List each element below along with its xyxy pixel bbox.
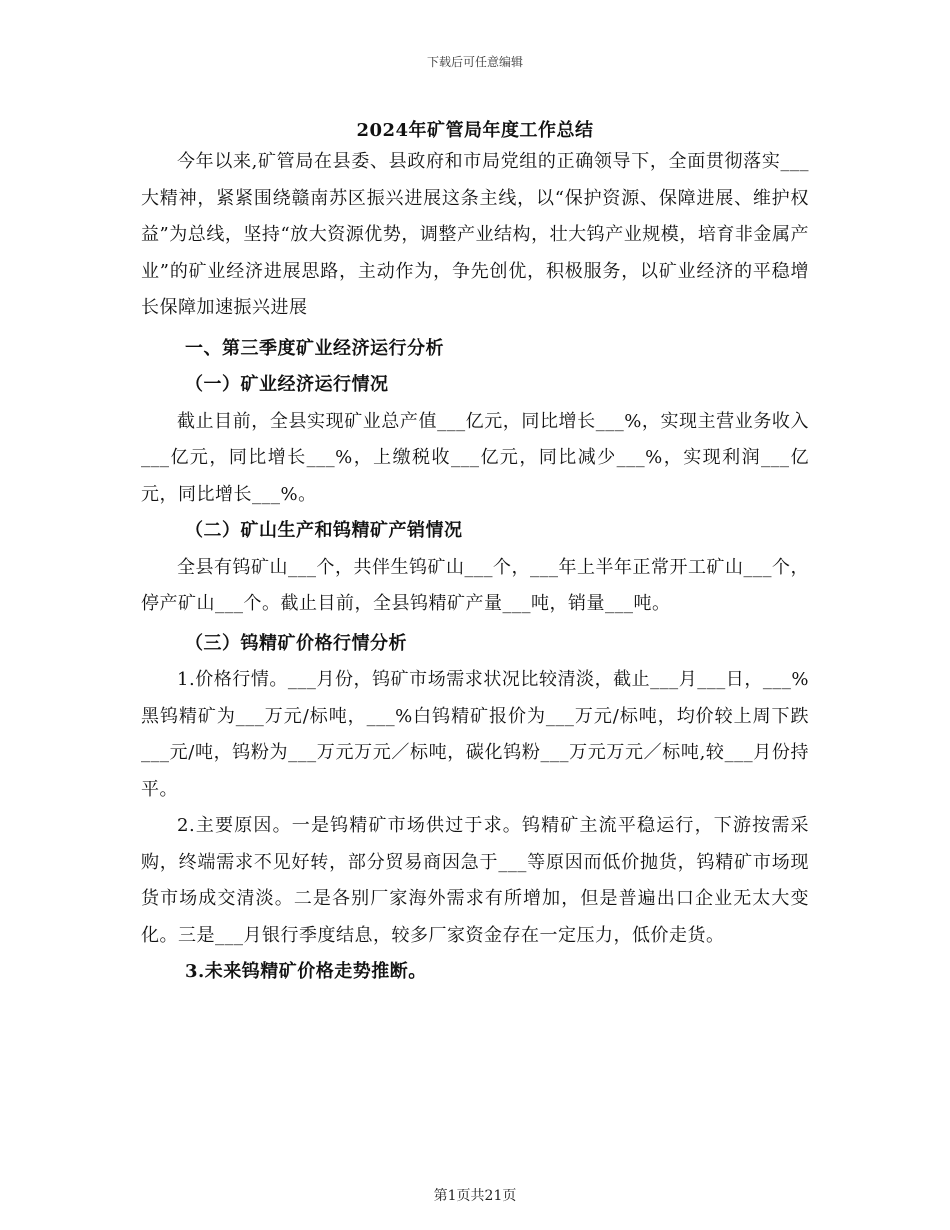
document-title: 2024年矿管局年度工作总结 [356, 120, 594, 141]
subsection-heading-2: （二）矿山生产和钨精矿产销情况 [185, 520, 463, 541]
section-heading-1: 一、第三季度矿业经济运行分析 [185, 337, 444, 359]
header-note: 下载后可任意编辑 [426, 55, 523, 69]
item-heading-3: 3.未来钨精矿价格走势推断。 [185, 961, 427, 982]
document-body [141, 144, 809, 991]
mining-economy-paragraph: 截止目前，全县实现矿业总产值___亿元，同比增长___%，实现主营业务收入___亿元，同比增长___%，上缴税收___亿元，同比减少___%，实现利润___亿元，同比增长___%。 [141, 410, 809, 505]
main-reasons-paragraph: 2.主要原因。一是钨精矿市场供过于求。钨精矿主流平稳运行，下游按需采购，终端需求不见好转，部分贸易商因急于___等原因而低价抛货，钨精矿市场现货市场成交清淡。二是各别厂家海外需求有所增加，但是普遍出口企业无太大变化。三是___月银行季度结息，较多厂家资金存在一定压力，低价走货。 [141, 815, 809, 946]
page-footer: 第1页共21页 [433, 1188, 517, 1204]
subsection-heading-1: （一）矿业经济运行情况 [185, 374, 389, 395]
price-trend-paragraph: 1.价格行情。___月份，钨矿市场需求状况比较清淡，截止___月___日，___%黑钨精矿为___万元/标吨，___%白钨精矿报价为___万元/标吨，均价较上周下跌___元/吨，钨粉为___万元万元／标吨，碳化钨粉___万元万元／标吨,较___月份持平。 [141, 669, 809, 800]
intro-paragraph: 今年以来,矿管局在县委、县政府和市局党组的正确领导下，全面贯彻落实___大精神，紧紧围绕赣南苏区振兴进展这条主线，以“保护资源、保障进展、维护权益”为总线，坚持“放大资源优势，调整产业结构，壮大钨产业规模，培育非金属产业”的矿业经济进展思路，主动作为，争先创优，积极服务，以矿业经济的平稳增长保障加速振兴进展 [141, 151, 809, 318]
production-sales-paragraph: 全县有钨矿山___个，共伴生钨矿山___个，___年上半年正常开工矿山___个，停产矿山___个。截止目前，全县钨精矿产量___吨，销量___吨。 [141, 556, 809, 614]
subsection-heading-3: （三）钨精矿价格行情分析 [185, 632, 407, 654]
